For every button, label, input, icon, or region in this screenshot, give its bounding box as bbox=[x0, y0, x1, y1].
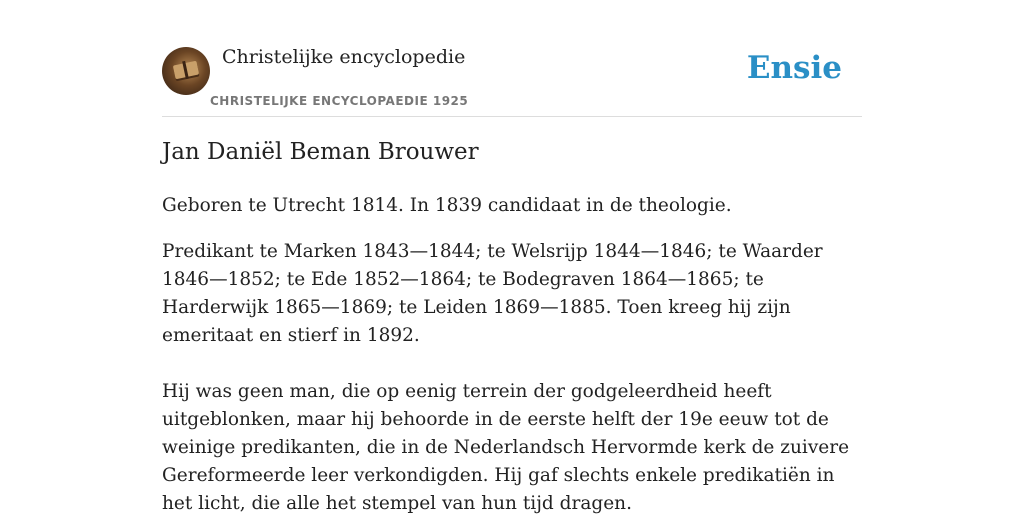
site-header bbox=[162, 44, 862, 117]
article-paragraph: Geboren te Utrecht 1814. In 1839 candidaat in de theologie. bbox=[162, 195, 732, 216]
site-name-link[interactable]: Christelijke encyclopedie bbox=[222, 46, 466, 68]
article-paragraph: Hij was geen man, die op eenig terrein der godgeleerdheid heeft uitgeblonken, maar hij behoorde in de eerste helft der 19e eeuw tot de weinige predikanten, die in de Nederlandsch Hervormde kerk de zuivere Gereformeerde leer verkondigden. Hij gaf slechts enkele predikatiën in het licht, die alle het stempel van hun tijd dragen. bbox=[162, 381, 850, 514]
article-body bbox=[162, 192, 862, 518]
ensie-logo[interactable]: Ensie bbox=[746, 50, 842, 86]
encyclopedia-subtitle: CHRISTELIJKE ENCYCLOPAEDIE 1925 bbox=[210, 94, 469, 108]
encyclopedia-avatar[interactable] bbox=[162, 47, 210, 95]
article-paragraph: Predikant te Marken 1843—1844; te Welsrijp 1844—1846; te Waarder 1846—1852; te Ede 1852—1864; te Bodegraven 1864—1865; te Harderwijk 1865—1869; te Leiden 1869—1885. Toen kreeg hij zijn emeritaat en stierf in 1892. bbox=[162, 241, 823, 346]
article-title: Jan Daniël Beman Brouwer bbox=[162, 139, 479, 165]
